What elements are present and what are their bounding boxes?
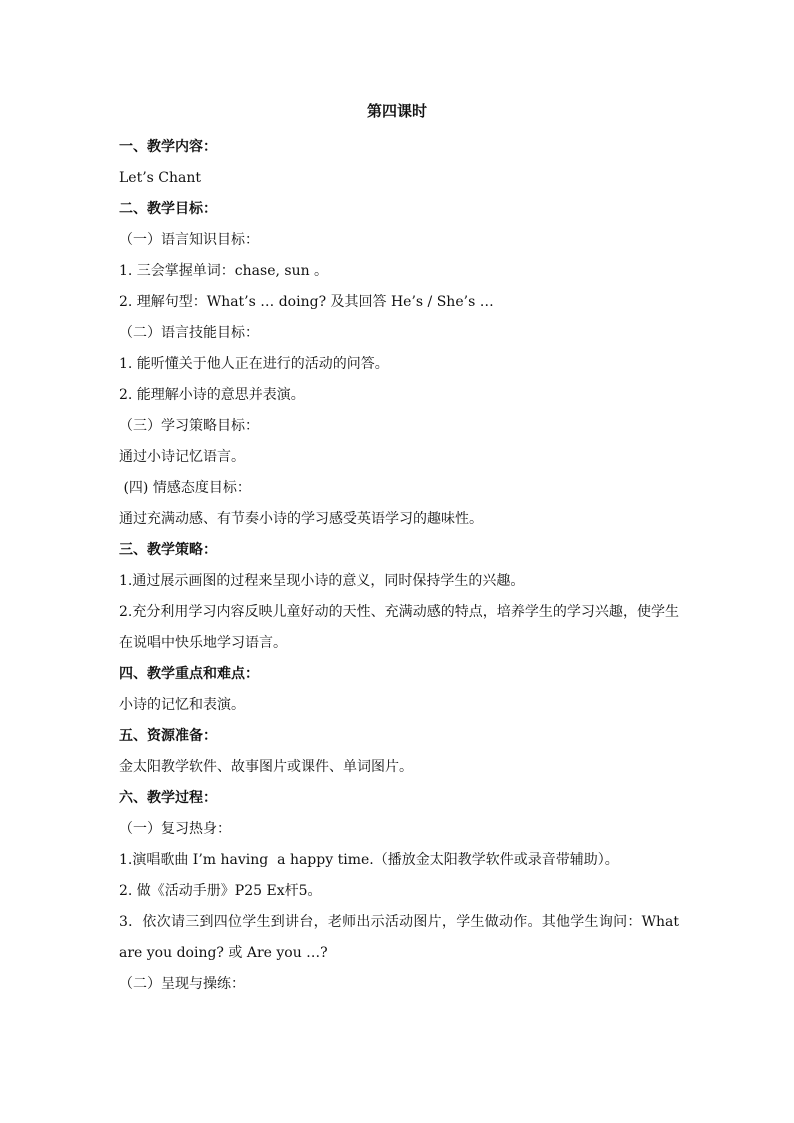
list-item-drawing: 1.通过展示画图的过程来呈现小诗的意义，同时保持学生的兴趣。: [119, 573, 525, 589]
section-heading-content: 一、教学内容：: [119, 139, 217, 155]
paragraph-attitude: 通过充满动感、有节奏小诗的学习感受英语学习的趣味性。: [119, 511, 483, 527]
subheading-language-skills: （二）语言技能目标：: [119, 325, 259, 341]
subheading-learning-strategy: （三）学习策略目标：: [119, 418, 259, 434]
section-heading-process: 六、教学过程：: [119, 790, 217, 806]
list-item-poem: 2. 能理解小诗的意思并表演。: [119, 387, 305, 403]
document-body: [119, 132, 679, 1000]
list-item-workbook: 2. 做《活动手册》P25 Ex杆5。: [119, 883, 322, 899]
section-heading-resources: 五、资源准备：: [119, 728, 217, 744]
section-heading-key-points: 四、教学重点和难点：: [119, 666, 259, 682]
list-item-actions: 3．依次请三到四位学生到讲台，老师出示活动图片，学生做动作。其他学生询问：What are you doing? 或 Are you …?: [119, 914, 679, 961]
list-item-activity: 2.充分利用学习内容反映儿童好动的天性、充满动感的特点，培养学生的学习兴趣，使学生在说唱中快乐地学习语言。: [119, 604, 679, 651]
paragraph-resources: 金太阳教学软件、故事图片或课件、单词图片。: [119, 759, 413, 775]
list-item-sentences: 2. 理解句型：What’s … doing? 及其回答 He’s / She’s …: [119, 294, 494, 310]
list-item-song: 1.演唱歌曲 I’m having a happy time.（播放金太阳教学软件或录音带辅助）。: [119, 852, 619, 868]
subheading-attitude: (四) 情感态度目标：: [119, 480, 251, 496]
paragraph-memorize: 通过小诗记忆语言。: [119, 449, 245, 465]
list-item-listening: 1. 能听懂关于他人正在进行的活动的问答。: [119, 356, 389, 372]
page-title: 第四课时: [366, 102, 427, 120]
list-item-words: 1. 三会掌握单词：chase, sun 。: [119, 263, 329, 279]
paragraph-key-points: 小诗的记忆和表演。: [119, 697, 245, 713]
subheading-warmup: （一）复习热身：: [119, 821, 231, 837]
section-heading-objectives: 二、教学目标：: [119, 201, 217, 217]
subheading-presentation: （二）呈现与操练：: [119, 976, 245, 992]
section-heading-strategy: 三、教学策略：: [119, 542, 217, 558]
paragraph-lets-chant: Let’s Chant: [119, 170, 202, 186]
subheading-language-knowledge: （一）语言知识目标：: [119, 232, 259, 248]
